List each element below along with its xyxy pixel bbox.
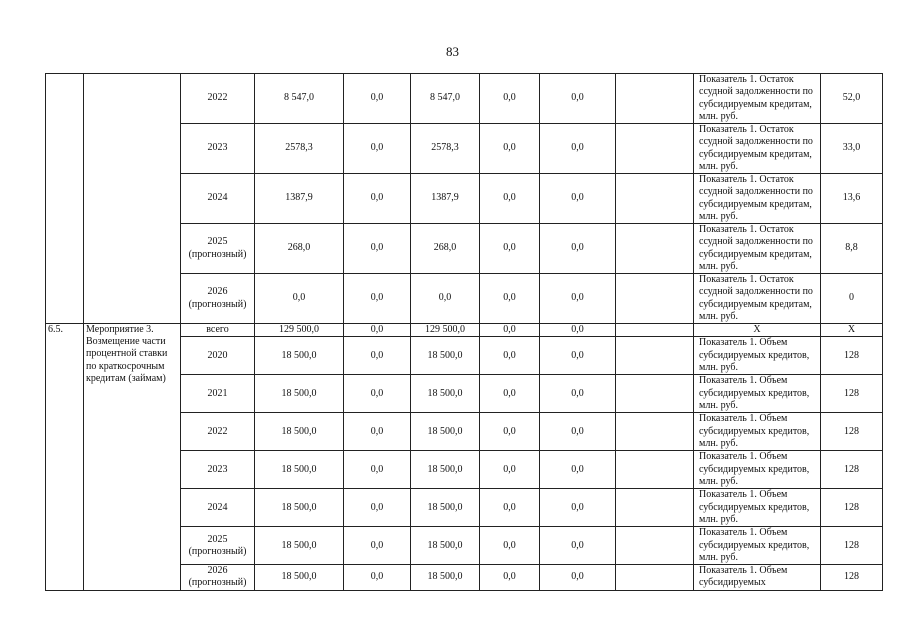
indicator-value-cell: 52,0 [821,74,883,124]
total-cell: 8 547,0 [255,74,344,124]
indicator-value-cell: 128 [821,565,883,590]
other-sources-cell: 0,0 [540,375,616,413]
federal-budget-cell: 0,0 [344,489,411,527]
executor-cell [616,375,694,413]
executor-cell [616,565,694,590]
executor-cell [616,337,694,375]
regional-budget-cell: 18 500,0 [411,375,480,413]
executor-cell [616,74,694,124]
local-budget-cell: 0,0 [480,124,540,174]
other-sources-cell: 0,0 [540,337,616,375]
measure-cell [84,74,181,324]
number-cell [46,74,84,324]
indicator-value-cell: 128 [821,337,883,375]
total-cell: 18 500,0 [255,565,344,590]
regional-budget-cell: 129 500,0 [411,324,480,337]
total-cell: 2578,3 [255,124,344,174]
indicator-value-cell: Х [821,324,883,337]
indicator-cell: Показатель 1. Объем субсидируемых кредитов, млн. руб. [694,451,821,489]
total-cell: 268,0 [255,224,344,274]
year-cell: 2024 [181,174,255,224]
federal-budget-cell: 0,0 [344,124,411,174]
regional-budget-cell: 18 500,0 [411,337,480,375]
indicator-cell: Показатель 1. Остаток ссудной задолженности по субсидируемым кредитам, млн. руб. [694,124,821,174]
indicator-value-cell: 128 [821,451,883,489]
federal-budget-cell: 0,0 [344,274,411,324]
local-budget-cell: 0,0 [480,337,540,375]
executor-cell [616,224,694,274]
year-cell: 2021 [181,375,255,413]
indicator-cell: Показатель 1. Объем субсидируемых кредитов, млн. руб. [694,413,821,451]
program-table [45,73,883,591]
federal-budget-cell: 0,0 [344,565,411,590]
local-budget-cell: 0,0 [480,224,540,274]
regional-budget-cell: 18 500,0 [411,451,480,489]
local-budget-cell: 0,0 [480,74,540,124]
year-cell: 2020 [181,337,255,375]
executor-cell [616,324,694,337]
year-cell: 2026 (прогнозный) [181,274,255,324]
indicator-value-cell: 13,6 [821,174,883,224]
regional-budget-cell: 8 547,0 [411,74,480,124]
page-number: 83 [446,44,459,59]
executor-cell [616,489,694,527]
indicator-cell: Показатель 1. Объем субсидируемых кредитов, млн. руб. [694,337,821,375]
measure-cell: Мероприятие 3. Возмещение части процентной ставки по краткосрочным кредитам (займам) [84,324,181,591]
indicator-value-cell: 128 [821,375,883,413]
regional-budget-cell: 0,0 [411,274,480,324]
other-sources-cell: 0,0 [540,124,616,174]
indicator-value-cell: 8,8 [821,224,883,274]
federal-budget-cell: 0,0 [344,527,411,565]
other-sources-cell: 0,0 [540,489,616,527]
regional-budget-cell: 18 500,0 [411,489,480,527]
indicator-cell: Показатель 1. Остаток ссудной задолженности по субсидируемым кредитам, млн. руб. [694,224,821,274]
executor-cell [616,451,694,489]
federal-budget-cell: 0,0 [344,451,411,489]
executor-cell [616,413,694,451]
indicator-value-cell: 0 [821,274,883,324]
executor-cell [616,124,694,174]
indicator-cell: Показатель 1. Объем субсидируемых кредитов, млн. руб. [694,489,821,527]
local-budget-cell: 0,0 [480,451,540,489]
year-cell: 2022 [181,413,255,451]
regional-budget-cell: 18 500,0 [411,565,480,590]
number-cell: 6.5. [46,324,84,591]
total-cell: 0,0 [255,274,344,324]
federal-budget-cell: 0,0 [344,375,411,413]
indicator-cell: Показатель 1. Объем субсидируемых кредитов, млн. руб. [694,527,821,565]
year-cell: 2026 (прогнозный) [181,565,255,590]
total-cell: 18 500,0 [255,451,344,489]
indicator-cell: Показатель 1. Остаток ссудной задолженности по субсидируемым кредитам, млн. руб. [694,174,821,224]
regional-budget-cell: 18 500,0 [411,413,480,451]
indicator-value-cell: 128 [821,489,883,527]
table-row [46,74,883,124]
year-cell: 2025 (прогнозный) [181,527,255,565]
other-sources-cell: 0,0 [540,224,616,274]
regional-budget-cell: 268,0 [411,224,480,274]
other-sources-cell: 0,0 [540,74,616,124]
other-sources-cell: 0,0 [540,451,616,489]
executor-cell [616,527,694,565]
federal-budget-cell: 0,0 [344,324,411,337]
regional-budget-cell: 1387,9 [411,174,480,224]
indicator-cell: Х [694,324,821,337]
other-sources-cell: 0,0 [540,324,616,337]
indicator-value-cell: 128 [821,527,883,565]
federal-budget-cell: 0,0 [344,174,411,224]
year-cell: 2025 (прогнозный) [181,224,255,274]
federal-budget-cell: 0,0 [344,413,411,451]
table-body [46,74,883,591]
local-budget-cell: 0,0 [480,413,540,451]
total-cell: 18 500,0 [255,489,344,527]
indicator-cell: Показатель 1. Объем субсидируемых [694,565,821,590]
total-cell: 18 500,0 [255,527,344,565]
indicator-value-cell: 128 [821,413,883,451]
other-sources-cell: 0,0 [540,413,616,451]
year-cell: 2023 [181,451,255,489]
other-sources-cell: 0,0 [540,565,616,590]
year-cell: всего [181,324,255,337]
indicator-cell: Показатель 1. Остаток ссудной задолженности по субсидируемым кредитам, млн. руб. [694,274,821,324]
local-budget-cell: 0,0 [480,527,540,565]
total-cell: 18 500,0 [255,413,344,451]
regional-budget-cell: 2578,3 [411,124,480,174]
year-cell: 2023 [181,124,255,174]
other-sources-cell: 0,0 [540,174,616,224]
year-cell: 2024 [181,489,255,527]
federal-budget-cell: 0,0 [344,74,411,124]
indicator-cell: Показатель 1. Остаток ссудной задолженности по субсидируемым кредитам, млн. руб. [694,74,821,124]
local-budget-cell: 0,0 [480,565,540,590]
other-sources-cell: 0,0 [540,274,616,324]
local-budget-cell: 0,0 [480,375,540,413]
total-cell: 1387,9 [255,174,344,224]
local-budget-cell: 0,0 [480,274,540,324]
federal-budget-cell: 0,0 [344,224,411,274]
local-budget-cell: 0,0 [480,489,540,527]
local-budget-cell: 0,0 [480,174,540,224]
regional-budget-cell: 18 500,0 [411,527,480,565]
other-sources-cell: 0,0 [540,527,616,565]
executor-cell [616,174,694,224]
total-cell: 18 500,0 [255,375,344,413]
federal-budget-cell: 0,0 [344,337,411,375]
local-budget-cell: 0,0 [480,324,540,337]
indicator-value-cell: 33,0 [821,124,883,174]
indicator-cell: Показатель 1. Объем субсидируемых кредитов, млн. руб. [694,375,821,413]
total-cell: 129 500,0 [255,324,344,337]
total-cell: 18 500,0 [255,337,344,375]
table-row [46,324,883,337]
executor-cell [616,274,694,324]
year-cell: 2022 [181,74,255,124]
